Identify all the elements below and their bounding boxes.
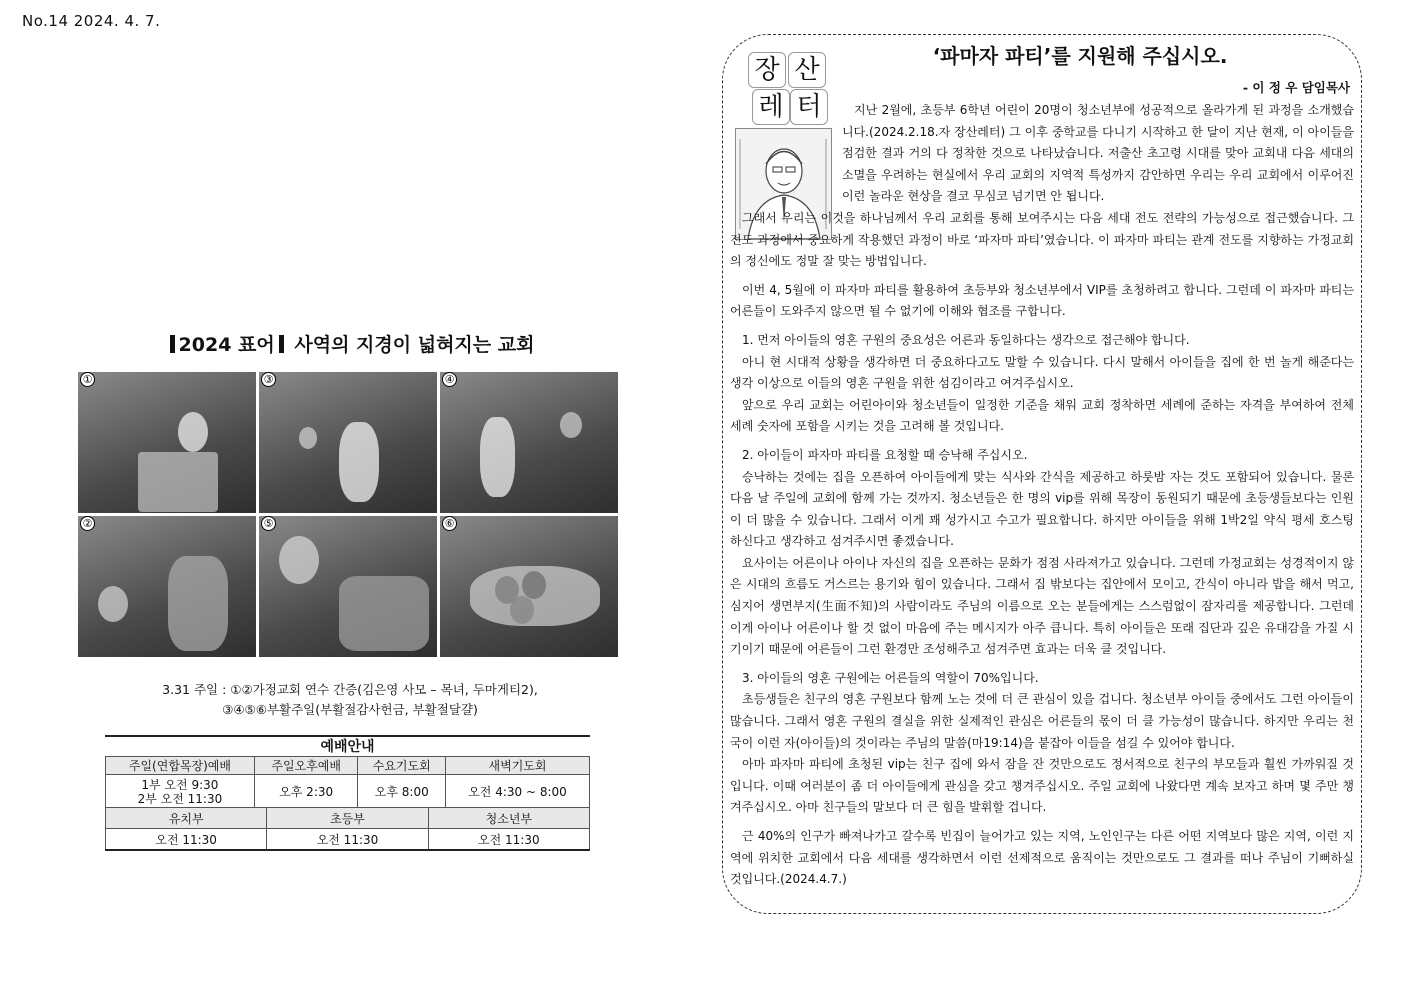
motto-label: 2024 표어 xyxy=(178,334,275,356)
issue-date: No.14 2024. 4. 7. xyxy=(22,12,161,30)
paragraph: 3. 아이들의 영혼 구원에는 어른들의 역할이 70%입니다. xyxy=(742,670,1039,685)
header-dawn: 새벽기도회 xyxy=(446,757,590,775)
header-afternoon: 주일오후예배 xyxy=(254,757,358,775)
sunday-second: 2부 오전 11:30 xyxy=(137,791,223,806)
photo-number: ④ xyxy=(442,372,457,387)
photo-grid xyxy=(78,372,618,659)
photo-1 xyxy=(78,372,256,513)
photo-number: ⑥ xyxy=(442,516,457,531)
dawn-time: 오전 4:30 ~ 8:00 xyxy=(446,775,590,809)
department-table xyxy=(105,807,590,851)
elementary-time: 오전 11:30 xyxy=(267,829,428,851)
sunday-first: 1부 오전 9:30 xyxy=(141,777,219,792)
paragraph: 앞으로 우리 교회는 어린아이와 청소년들이 일정한 기준을 채워 교회 정착하면 세례에 준하는 자격을 부여하여 전체 세례 숫자에 포함을 시키는 것을 고려해 볼 것입니다. xyxy=(730,397,1354,434)
paragraph: 지난 2월에, 초등부 6학년 어린이 20명이 청소년부에 성공적으로 올라가게 된 과정을 소개했습니다.(2024.2.18.자 장산레터) 그 이후 중학교를 다니기 시작하고 한 달이 지난 현재, 이 아이들을 점검한 결과 거의 다 정착한 것으로 나타났습니다. 저출산 초고령 시대를 맞아 교회내 다음 세대의 소멸을 우려하는 현실에서 우리 교회의 지역적 특성까지 감안하면 우리는 우리 교회에서 이루어진 이런 놀라운 현상을 결코 무심코 넘기면 안 됩니다. xyxy=(842,103,1354,204)
paragraph: 요사이는 어른이나 아이나 자신의 집을 오픈하는 문화가 점점 사라져가고 있습니다. 그런데 가정교회는 성경적이지 않은 시대의 흐름도 거스르는 용기와 힘이 있습니다. 그래서 집 밖보다는 집안에서 모이고, 간식이 아니라 밥을 해서 먹고, 심지어 생면부지(生面不知)의 사람이라도 주님의 이름으로 오는 분들에게는 스스럼없이 잠자리를 제공합니다. 그런데 이게 아이나 어른이나 할 것 없이 마음에 주는 메시지가 아주 큽니다. 특히 아이들은 또래 집단과 깊은 유대감을 가질 시기이기 때문에 어른들이 그런 환경만 조성해주고 섬겨주면 효과는 더욱 클 것입니다. xyxy=(730,555,1354,657)
photo-2 xyxy=(78,516,256,657)
paragraph: 아니 현 시대적 상황을 생각하면 더 중요하다고도 말할 수 있습니다. 다시 말해서 아이들을 집에 한 번 놀게 해준다는 생각 이상으로 이들의 영혼 구원을 위한 섬김이라고 여겨주십시오. xyxy=(730,354,1354,391)
paragraph: 이번 4, 5월에 이 파자마 파티를 활용하여 초등부와 청소년부에서 VIP를 초청하려고 합니다. 그런데 이 파자마 파티는 어른들이 도와주지 않으면 될 수 없기에 이해와 협조를 구합니다. xyxy=(730,282,1354,319)
header-kindergarten: 유치부 xyxy=(106,808,267,829)
header-elementary: 초등부 xyxy=(267,808,428,829)
header-wednesday: 수요기도회 xyxy=(358,757,446,775)
masthead-char: 산 xyxy=(788,52,826,88)
photo-4 xyxy=(440,372,618,513)
service-guide-title: 예배안내 xyxy=(105,735,590,757)
header-youth: 청소년부 xyxy=(428,808,589,829)
youth-time: 오전 11:30 xyxy=(428,829,589,851)
photo-5 xyxy=(259,516,437,657)
masthead-char: 터 xyxy=(790,89,828,125)
motto-text: 사역의 지경이 넓혀지는 교회 xyxy=(294,334,535,356)
paragraph: 승낙하는 것에는 집을 오픈하여 아이들에게 맞는 식사와 간식을 제공하고 하룻밤 자는 것도 포함되어 있습니다. 물론 다음 날 주일에 교회에 함께 가는 것까지. 청소년들은 한 명의 vip를 위해 목장이 동원되기 때문에 초등생들보다는 인원이 더 많을 수 있습니다. 그래서 이게 꽤 성가시고 수고가 필요합니다. 하지만 아이들을 위해 1박2일 약식 평세 호스팅 하신다고 생각하고 섬겨주시면 좋겠습니다. xyxy=(730,469,1354,549)
motto-heading xyxy=(80,330,620,357)
photo-caption xyxy=(80,680,620,720)
wednesday-time: 오후 8:00 xyxy=(358,775,446,809)
paragraph: 초등생들은 친구의 영혼 구원보다 함께 노는 것에 더 큰 관심이 있을 겁니다. 청소년부 아이들 중에서도 그런 아이들이 많습니다. 그래서 영혼 구원의 결실을 위한 실제적인 관심은 어른들의 몫이 더 클 가능성이 많습니다. 하지만 우리는 천국이 이런 자(아이들)의 것이라는 주님의 말씀(마19:14)을 붙잡아 이들을 섬길 수 있어야 합니다. xyxy=(730,692,1354,750)
motto-bar-right xyxy=(279,335,284,353)
photo-number: ③ xyxy=(261,372,276,387)
masthead-char: 장 xyxy=(748,52,786,88)
letter-body xyxy=(730,100,1354,898)
photo-number: ① xyxy=(80,372,95,387)
photo-6 xyxy=(440,516,618,657)
letter-author: - 이 정 우 담임목사 xyxy=(1242,80,1350,95)
caption-line-1: 3.31 주일 : ①②가정교회 연수 간증(김은영 사모 – 목녀, 두마게티2), xyxy=(162,682,538,697)
kindergarten-time: 오전 11:30 xyxy=(106,829,267,851)
caption-line-2: ③④⑤⑥부활주일(부활절감사헌금, 부활절달걀) xyxy=(222,702,478,717)
paragraph: 2. 아이들이 파자마 파티를 요청할 때 승낙해 주십시오. xyxy=(742,447,1028,462)
paragraph: 그래서 우리는 이것을 하나님께서 우리 교회를 통해 보여주시는 다음 세대 전도 전략의 가능성으로 접근했습니다. 그 전도 과정에서 중요하게 작용했던 과정이 바로 ‘파자마 파티’였습니다. 이 파자마 파티는 관계 전도를 지향하는 가정교회의 정신에도 정말 잘 맞는 방법입니다. xyxy=(730,210,1354,269)
paragraph: 근 40%의 인구가 빠져나가고 갈수록 빈집이 늘어가고 있는 지역, 노인인구는 다른 어떤 지역보다 많은 지역, 이런 지역에 위치한 교회에서 다음 세대를 생각하면서 이런 선제적으로 움직이는 것만으로도 그 결과를 떠나 주님이 기뻐하실 것입니다.(2024.4.7.) xyxy=(730,829,1354,887)
paragraph: 1. 먼저 아이들의 영혼 구원의 중요성은 어른과 동일하다는 생각으로 접근해야 합니다. xyxy=(742,332,1190,347)
letter-title: ‘파마자 파티’를 지원해 주십시오. xyxy=(932,44,1228,68)
header-sunday: 주일(연합목장)예배 xyxy=(106,757,255,775)
afternoon-time: 오후 2:30 xyxy=(254,775,358,809)
photo-3 xyxy=(259,372,437,513)
masthead-char: 레 xyxy=(752,89,790,125)
motto-bar-left xyxy=(170,335,175,353)
sunday-times xyxy=(106,775,255,809)
photo-number: ⑤ xyxy=(261,516,276,531)
service-table xyxy=(105,756,590,809)
photo-number: ② xyxy=(80,516,95,531)
paragraph: 아마 파자마 파티에 초청된 vip는 친구 집에 와서 잠을 잔 것만으로도 정서적으로 친구의 부모들과 훨씬 가까워질 것입니다. 이때 여러분이 좀 더 아이들에게 관심을 갖고 챙겨주십시오. 주일 교회에 나왔다면 계속 보자고 하며 몇 주만 챙겨주십시오. 아마 친구들의 말보다 더 큰 힘을 발휘할 겁니다. xyxy=(730,757,1354,815)
